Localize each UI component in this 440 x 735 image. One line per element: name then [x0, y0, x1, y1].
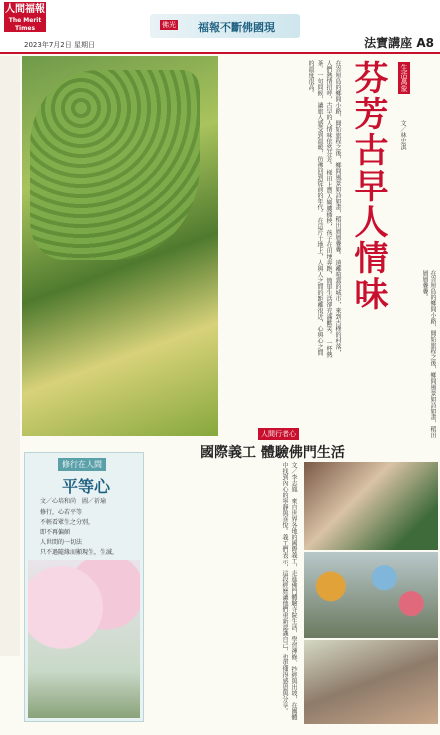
box-author: 文／心培和尚 圖／祈瑜 — [40, 498, 107, 505]
article-body: 在峇厘島的鄉間小路，開始旅程之後，鄉間風景如詩如畫，稻田層層疊疊。 遠離喧囂的城市，來到古樸的村落，人們熱情招呼，古早的人情味依然芬芳。 梯田上農人彎腰插秧，孩子在田埂奔跑，簡單生活卻充滿歡笑。 一杯熱茶、一句問候，讓旅人感受到溫暖，彷彿回到從前的年代。 在這片土地上，人與人之間的距離很近，心與心之間的溫度很高。 — [307, 60, 341, 358]
volunteer-article-body: 文／李志鳳 來自世界各地的國際義工，走進佛門體驗寺院生活，學習禪修、抄經與出坡，在團體中找到內心的寧靜與喜悅。義工們表示，這段經歷讓他們重新認識自己，也更懂得感恩與分享。 — [281, 462, 297, 720]
poem-line: 即不再偏頗 — [40, 529, 71, 536]
banner-tag: 佛光 — [162, 21, 176, 29]
column-kicker: 人間行者心 — [258, 428, 299, 440]
volunteer-group-photo — [304, 462, 438, 550]
photo-strip — [304, 462, 438, 724]
article-title: 芬芳古早人情味 — [348, 60, 388, 312]
banner-slogan: 福報不斷佛國現 — [198, 21, 275, 34]
lantern-photo — [304, 552, 438, 638]
issue-date: 2023年7月2日 星期日 — [24, 41, 95, 49]
article-author: 文／林忠淇 — [399, 120, 406, 150]
poem-line: 修行，心若平等 — [40, 509, 83, 516]
volunteer-article-title: 國際義工 體驗佛門生活 — [200, 445, 345, 461]
left-index-strip — [0, 56, 20, 656]
activity-photo — [304, 640, 438, 724]
cherry-blossom-photo — [28, 560, 140, 718]
terrace-pattern — [30, 70, 200, 260]
header-divider — [0, 52, 440, 54]
poem-line: 不輕看眾生之分別， — [40, 519, 95, 526]
newspaper-logo: 人間福報 The Merit Times — [5, 4, 45, 32]
article-kicker: 生活萬象 — [400, 64, 408, 92]
poem-line: 人世間的一切法 — [40, 539, 83, 546]
box-title: 平等心 — [62, 477, 111, 496]
box-kicker: 修行在人間 — [58, 458, 106, 471]
poem — [40, 508, 118, 558]
article-body-continued: 在峇厘島的鄉間小路，開始旅程之後，鄉間風景如詩如畫，稻田層層疊疊。 — [421, 270, 436, 438]
section-label: 法寶講座 A8 — [364, 36, 434, 50]
poem-line: 只不過隨緣而顯現生，生滅， — [40, 549, 119, 556]
